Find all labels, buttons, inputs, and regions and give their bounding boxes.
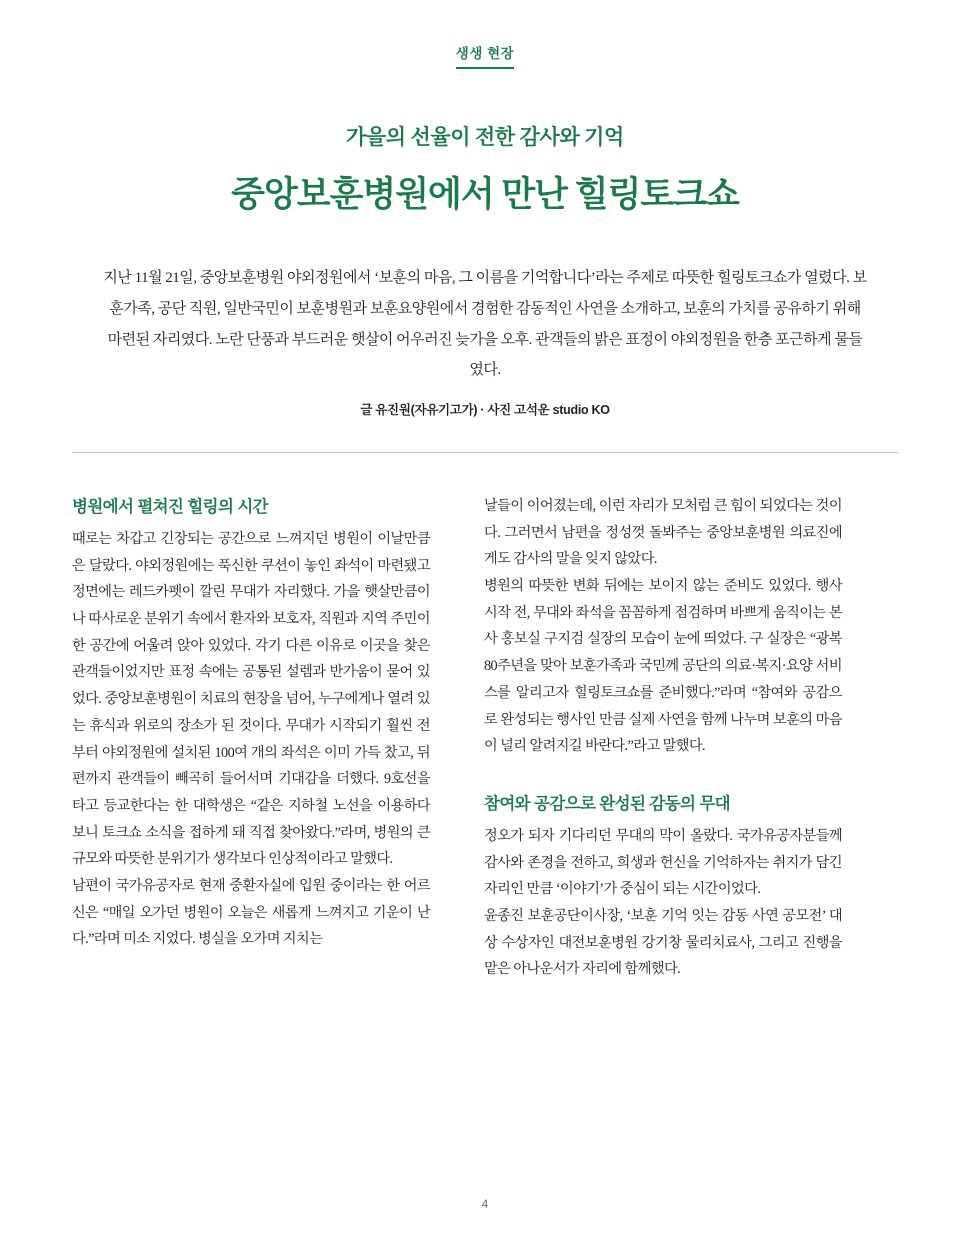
paragraph: 윤종진 보훈공단이사장, ‘보훈 기억 잇는 감동 사연 공모전’ 대상 수상자인 대전보훈병원 강기창 물리치료사, 그리고 진행을 맡은 아나운서가 자리에 함께했다.	[484, 907, 842, 978]
left-column-heading: 병원에서 펼쳐진 힐링의 시간	[72, 498, 269, 516]
lead-paragraph: 지난 11월 21일, 중앙보훈병원 야외정원에서 ‘보훈의 마음, 그 이름을 기억합니다’라는 주제로 따뜻한 힐링토크쇼가 열렸다. 보훈가족, 공단 직원, 일반국민이 보훈병원과 보훈요양원에서 경험한 감동적인 사연을 소개하고, 보훈의 가치를 공유하기 위해 마련된 자리였다. 노란 단풍과 부드러운 햇살이 어우러진 늦가을 오후. 관객들의 밝은 표정이 야외정원을 한층 포근하게 물들였다.	[103, 270, 867, 379]
paragraph: 병원의 따뜻한 변화 뒤에는 보이지 않는 준비도 있었다. 행사 시작 전, 무대와 좌석을 꼼꼼하게 점검하며 바쁘게 움직이는 본사 홍보실 구지검 실장의 모습이 눈에 띄었다. 구 실장은 “광복 80주년을 맞아 보훈가족과 국민께 공단의 의료·복지·요양 서비스를 알리고자 힐링토크쇼를 준비했다.”라며 “참여와 공감으로 완성되는 행사인 만큼 실제 사연을 함께 나누며 보훈의 마음이 널리 알려지길 바란다.”라고 말했다.	[484, 578, 842, 755]
left-column	[72, 493, 430, 983]
article-credits: 글 유진원(자유기고가) · 사진 고석운 studio KO	[360, 403, 610, 417]
right-column	[484, 493, 842, 983]
paragraph: 정오가 되자 기다리던 무대의 막이 올랐다. 국가유공자분들께 감사와 존경을 전하고, 희생과 헌신을 기억하자는 취지가 담긴 자리인 만큼 ‘이야기’가 중심이 되는 시간이었다.	[484, 827, 842, 898]
header-divider	[72, 452, 898, 453]
article-subtitle: 가을의 선율이 전한 감사와 기억	[346, 125, 624, 149]
article-title: 중앙보훈병원에서 만난 힐링토크쇼	[231, 175, 739, 214]
body-columns	[72, 493, 898, 983]
section-kicker-wrap	[72, 0, 898, 69]
paragraph: 날들이 이어졌는데, 이런 자리가 모처럼 큰 힘이 되었다는 것이다. 그러면서 남편을 정성껏 돌봐주는 중앙보훈병원 의료진에게도 감사의 말을 잊지 않았다.	[484, 498, 842, 568]
section-kicker: 생생 현장	[456, 42, 514, 69]
right-column-heading: 참여와 공감으로 완성된 감동의 무대	[484, 794, 731, 813]
page-number: 4	[481, 1199, 489, 1211]
headline-block	[72, 121, 898, 217]
paragraph: 남편이 국가유공자로 현재 중환자실에 입원 중이라는 한 어르신은 “매일 오가던 병원이 오늘은 새롭게 느껴지고 기운이 난다.”라며 미소 지었다. 병실을 오가며 지치는	[72, 877, 430, 948]
paragraph: 때로는 차갑고 긴장되는 공간으로 느껴지던 병원이 이날만큼은 달랐다. 야외정원에는 푹신한 쿠션이 놓인 좌석이 마련됐고 정면에는 레드카펫이 깔린 무대가 자리했다. 가을 햇살만큼이나 따사로운 분위기 속에서 환자와 보호자, 직원과 지역 주민이 한 공간에 어울려 앉아 있었다. 각기 다른 이유로 이곳을 찾은 관객들이었지만 표정 속에는 공통된 설렘과 반가움이 묻어 있었다. 중앙보훈병원이 치료의 현장을 넘어, 누구에게나 열려 있는 휴식과 위로의 장소가 된 것이다. 무대가 시작되기 훨씬 전부터 야외정원에 설치된 100여 개의 좌석은 이미 가득 찼고, 뒤편까지 관객들이 빼곡히 들어서며 기대감을 더했다. 9호선을 타고 등교한다는 한 대학생은 “같은 지하철 노선을 이용하다 보니 토크쇼 소식을 접하게 돼 직접 찾아왔다.”라며, 병원의 큰 규모와 따뜻한 분위기가 생각보다 인상적이라고 말했다.	[72, 531, 430, 868]
